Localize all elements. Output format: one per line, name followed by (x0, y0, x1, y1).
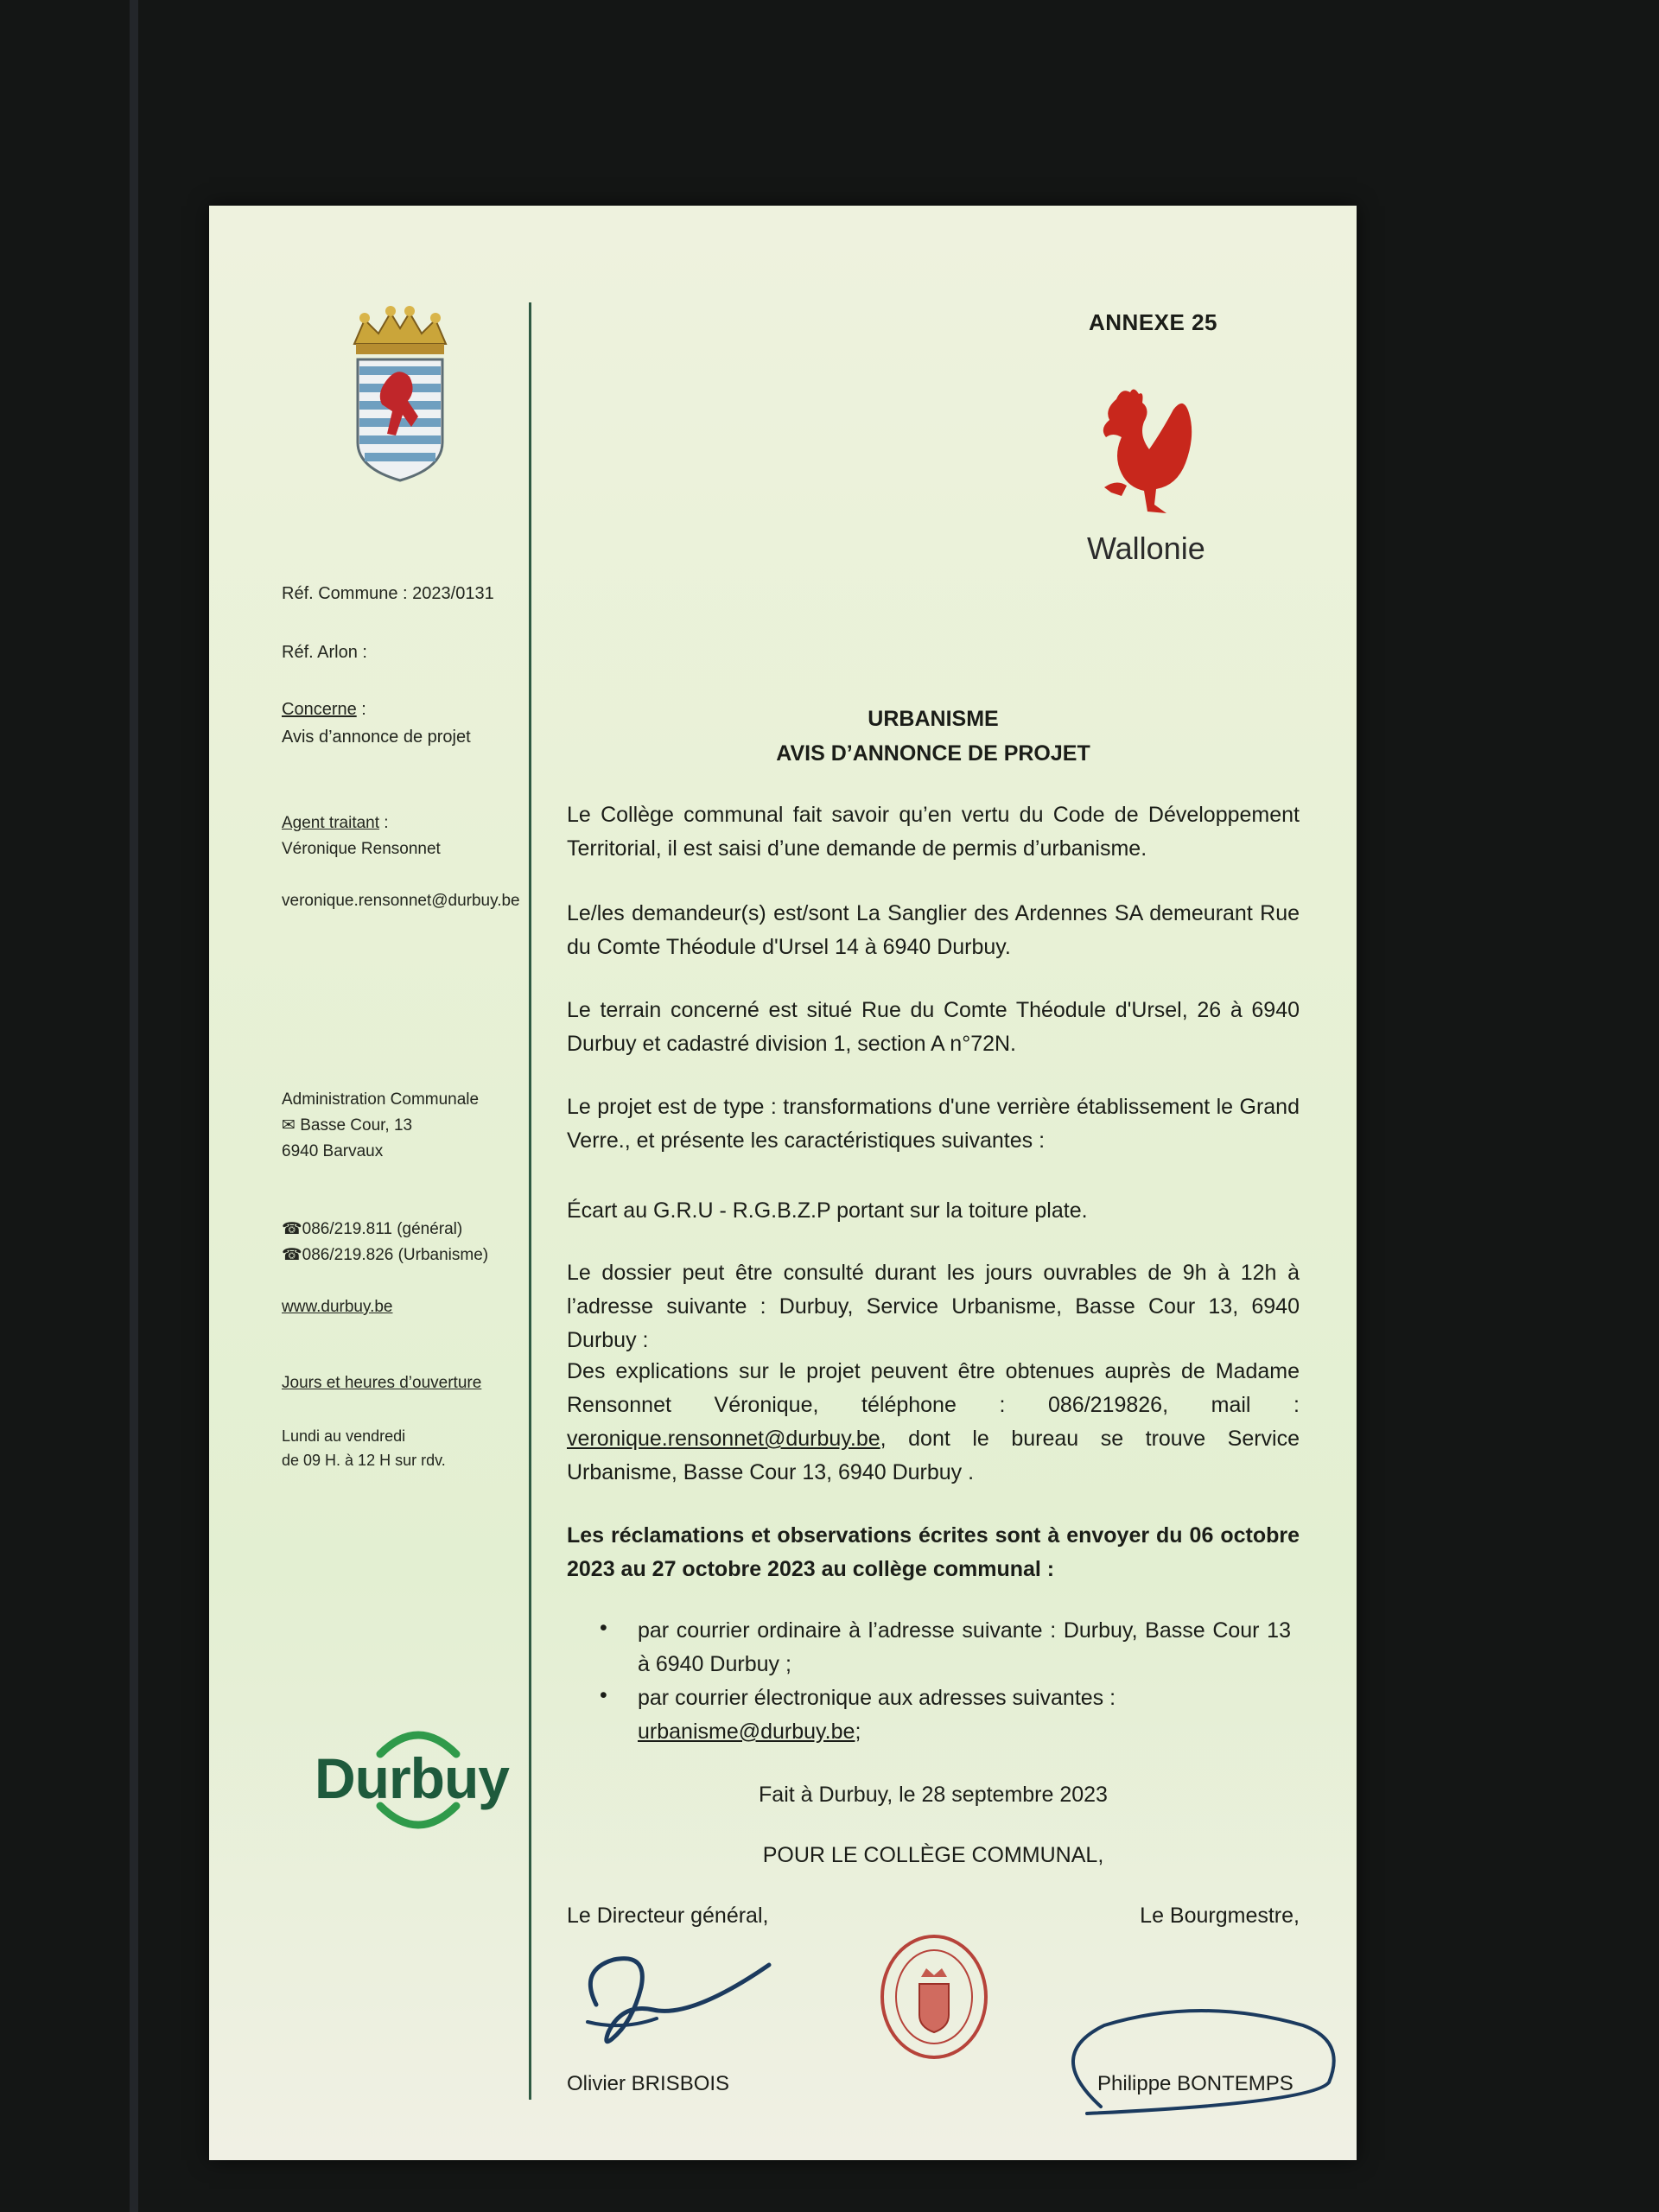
contact-text-end: , dont le bureau se trouve Service Urbanisme, Basse Cour 13, 6940 Durbuy . (567, 1427, 1300, 1484)
bullet-marker-2: • (600, 1683, 607, 1707)
ref-commune: Réf. Commune : 2023/0131 (282, 584, 494, 603)
phone-general: ☎086/219.811 (général) (282, 1220, 463, 1238)
admin-address: ✉ Basse Cour, 13 (282, 1116, 413, 1135)
durbuy-logo-text: Durbuy (315, 1746, 509, 1810)
hours-days: Lundi au vendredi (282, 1427, 406, 1445)
bullet-email-text: par courrier électronique aux adresses suivantes : (638, 1686, 1116, 1710)
coat-of-arms-icon (347, 304, 453, 486)
ref-arlon: Réf. Arlon : (282, 643, 367, 662)
concerne-value: Avis d’annonce de projet (282, 728, 471, 747)
director-signature (570, 1936, 778, 2056)
paragraph-intro: Le Collège communal fait savoir qu’en vertu du Code de Développement Territorial, il est saisi d’une demande de permis d’urbanisme. (567, 803, 1300, 861)
done-at: Fait à Durbuy, le 28 septembre 2023 (759, 1783, 1108, 1807)
notice-title-1: URBANISME (868, 707, 999, 731)
bullet-marker-1: • (600, 1616, 607, 1640)
agent-name: Véronique Rensonnet (282, 840, 441, 858)
paragraph-claims: Les réclamations et observations écrites sont à envoyer du 06 octobre 2023 au 27 octobre 2023 au collège communal : (567, 1523, 1300, 1581)
hours-times: de 09 H. à 12 H sur rdv. (282, 1452, 446, 1469)
bullet-email-end: ; (855, 1719, 861, 1744)
annexe-label: ANNEXE 25 (1089, 309, 1217, 335)
paragraph-project: Le projet est de type : transformations d'une verrière établissement le Grand Verre., et présente les caractéristiques suivantes : (567, 1095, 1300, 1153)
admin-city: 6940 Barvaux (282, 1142, 384, 1160)
bullet-postal: par courrier ordinaire à l’adresse suivante : Durbuy, Basse Cour 13 à 6940 Durbuy ; (638, 1618, 1291, 1676)
paragraph-contact (567, 1355, 1300, 1490)
contact-email-link[interactable]: veronique.rensonnet@durbuy.be (567, 1427, 880, 1451)
phone-urbanisme: ☎086/219.826 (Urbanisme) (282, 1246, 489, 1264)
website-link[interactable]: www.durbuy.be (282, 1298, 393, 1316)
agent-colon: : (379, 814, 389, 832)
director-name: Olivier BRISBOIS (567, 2072, 730, 2095)
paragraph-consultation: Le dossier peut être consulté durant les jours ouvrables de 9h à 12h à l’adresse suivante : Durbuy, Service Urbanisme, Basse Cour 13, 6940 Durbuy : (567, 1261, 1300, 1352)
agent-email[interactable]: veronique.rensonnet@durbuy.be (282, 892, 520, 910)
hours-heading: Jours et heures d’ouverture (282, 1374, 482, 1392)
concerne-heading (282, 696, 366, 722)
notice-title-2: AVIS D’ANNONCE DE PROJET (776, 741, 1090, 766)
urbanisme-email-link[interactable]: urbanisme@durbuy.be (638, 1719, 855, 1744)
sidebar-divider (529, 302, 531, 2100)
wallonia-rooster-icon (1087, 384, 1199, 522)
paragraph-applicant: Le/les demandeur(s) est/sont La Sanglier des Ardennes SA demeurant Rue du Comte Théodule d'Ursel 14 à 6940 Durbuy. (567, 901, 1300, 959)
paragraph-site: Le terrain concerné est situé Rue du Comte Théodule d'Ursel, 26 à 6940 Durbuy et cadastré division 1, section A n°72N. (567, 998, 1300, 1056)
concerne-label: Concerne (282, 700, 357, 719)
durbuy-logo (315, 1719, 513, 1840)
contact-text: Des explications sur le projet peuvent être obtenues auprès de Madame Rensonnet Véronique, téléphone : 086/219826, mail : (567, 1359, 1300, 1417)
agent-label: Agent traitant (282, 814, 380, 832)
agent-heading (282, 810, 389, 836)
bullet-email (638, 1681, 1291, 1749)
admin-name: Administration Communale (282, 1090, 480, 1109)
mayor-name: Philippe BONTEMPS (1097, 2072, 1294, 2095)
concerne-colon: : (356, 700, 366, 719)
commune-seal-icon (878, 1932, 990, 2062)
frame-edge (130, 0, 138, 2212)
wallonie-label: Wallonie (1087, 531, 1205, 566)
director-title: Le Directeur général, (567, 1904, 769, 1928)
paragraph-deviation: Écart au G.R.U - R.G.B.Z.P portant sur la toiture plate. (567, 1198, 1088, 1223)
for-college: POUR LE COLLÈGE COMMUNAL, (762, 1843, 1104, 1867)
mayor-title: Le Bourgmestre, (1140, 1904, 1300, 1928)
